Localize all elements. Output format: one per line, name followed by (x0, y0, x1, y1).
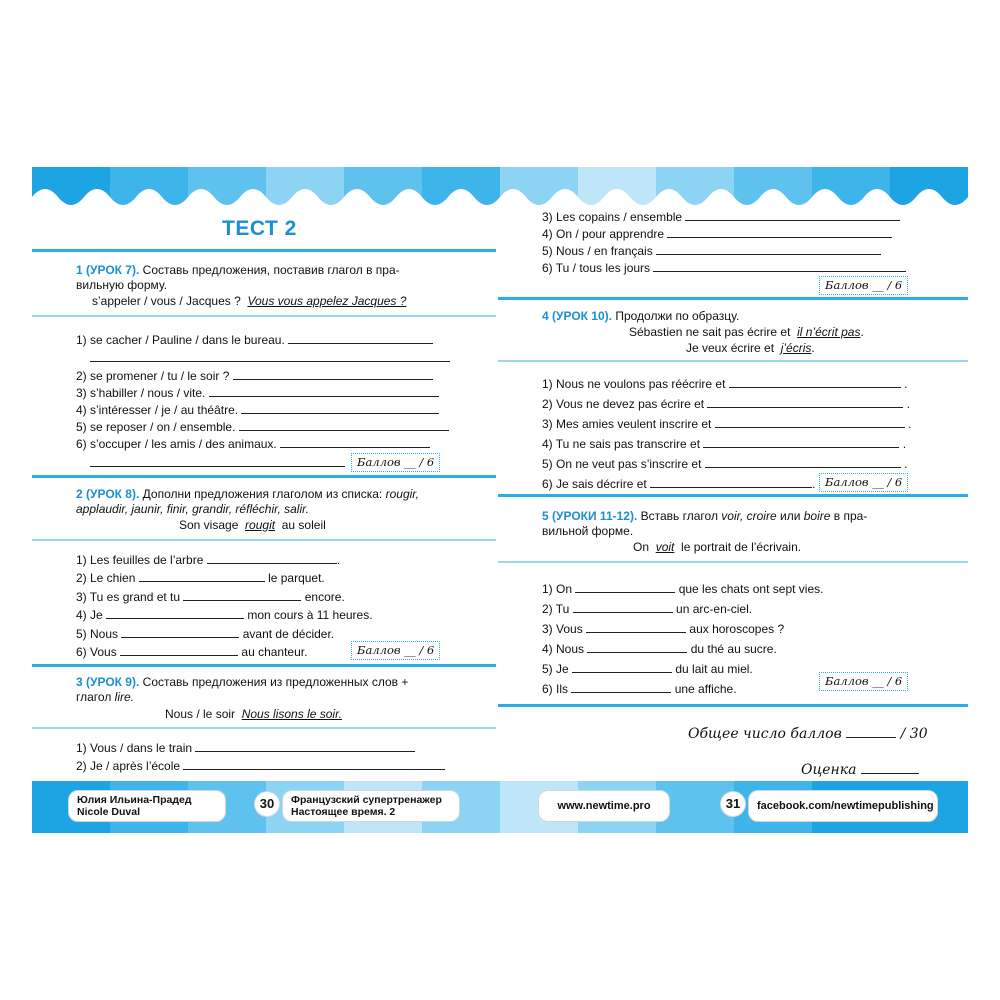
ex1-item-1: 1) se cacher / Pauline / dans le bureau. (76, 331, 433, 348)
ex4-item-1: 1) Nous ne voulons pas réécrire et . (542, 377, 908, 391)
ex5-model: On voit le portrait de l’écrivain. (633, 540, 802, 554)
score-box: Баллов __ / 6 (351, 641, 440, 660)
page-number-right: 31 (720, 791, 746, 817)
total-score: Общее число баллов / 30 (688, 723, 928, 742)
ex1-model: s’appeler / vous / Jacques ? Vous vous appelez Jacques ? (92, 294, 407, 308)
divider (32, 727, 496, 729)
ex4-item-3: 3) Mes amies veulent inscrire et . (542, 417, 912, 431)
score-box: Баллов __ / 6 (351, 453, 440, 472)
answer-blank[interactable] (571, 680, 671, 693)
divider (498, 561, 968, 563)
answer-blank[interactable] (239, 418, 449, 431)
ex4-item-4: 4) Tu ne sais pas transcrire et . (542, 437, 907, 451)
ex1-item-3: 3) s’habiller / nous / vite. (76, 384, 439, 401)
ex2-instruction: 2 (УРОК 8). Дополни предложения глаголом из списка: rougir, (76, 487, 419, 501)
page-title: ТЕСТ 2 (222, 217, 297, 240)
ex2-model: Son visage rougit au soleil (179, 518, 326, 532)
ex5-item-2: 2) Tu un arc-en-ciel. (542, 602, 753, 616)
answer-blank[interactable] (106, 606, 244, 619)
answer-blank[interactable] (288, 331, 433, 344)
ex2-item-6: 6) Vous au chanteur. (76, 645, 308, 659)
divider (32, 475, 496, 478)
answer-blank[interactable] (715, 415, 905, 428)
ex2-item-2: 2) Le chien le parquet. (76, 571, 325, 585)
divider (32, 664, 496, 667)
divider (498, 494, 968, 497)
workbook-spread (32, 167, 968, 833)
ex4-model-2: Je veux écrire et j’écris. (686, 341, 815, 355)
ex3-item-5: 5) Nous / en français (542, 242, 881, 259)
ex3-item-2: 2) Je / après l’école (76, 757, 445, 774)
ex4-item-6: 6) Je sais décrire et . (542, 477, 816, 491)
score-box: Баллов __ / 6 (819, 672, 908, 691)
answer-blank[interactable] (575, 580, 675, 593)
answer-blank[interactable] (233, 367, 433, 380)
ex5-item-1: 1) On que les chats ont sept vies. (542, 582, 824, 596)
book-title: Французский супертренажер Настоящее время. 2 (282, 790, 460, 822)
ex3-item-1: 1) Vous / dans le train (76, 739, 415, 756)
page-number-left: 30 (254, 791, 280, 817)
answer-blank[interactable] (90, 349, 450, 362)
answer-blank[interactable] (90, 454, 345, 467)
answer-blank[interactable] (183, 588, 301, 601)
ex1-item-1-cont (90, 349, 450, 366)
grade-blank[interactable] (861, 759, 919, 774)
ex4-item-2: 2) Vous ne devez pas écrire et . (542, 397, 911, 411)
answer-blank[interactable] (685, 208, 900, 221)
answer-blank[interactable] (183, 757, 445, 770)
facebook-link[interactable]: facebook.com/newtimepublishing (748, 790, 938, 822)
answer-blank[interactable] (120, 643, 238, 656)
divider (498, 360, 968, 362)
answer-blank[interactable] (209, 384, 439, 397)
answer-blank[interactable] (707, 395, 903, 408)
total-blank[interactable] (846, 723, 896, 738)
answer-blank[interactable] (650, 475, 812, 488)
ex3-item-6: 6) Tu / tous les jours (542, 259, 906, 276)
ex2-verb-list: applaudir, jaunir, finir, grandir, réfléchir, salir. (76, 502, 310, 516)
answer-blank[interactable] (572, 660, 672, 673)
answer-blank[interactable] (139, 569, 265, 582)
ex1-item-6: 6) s’occuper / les amis / des animaux. (76, 435, 430, 452)
divider (498, 297, 968, 300)
answer-blank[interactable] (207, 551, 337, 564)
answer-blank[interactable] (280, 435, 430, 448)
answer-blank[interactable] (573, 600, 673, 613)
ex4-item-5: 5) On ne veut pas s’inscrire et . (542, 457, 908, 471)
answer-blank[interactable] (703, 435, 899, 448)
ex3-instruction: 3 (УРОК 9). Составь предложения из предложенных слов + (76, 675, 409, 689)
divider (498, 704, 968, 707)
ex1-item-4: 4) s’intéresser / je / au théâtre. (76, 401, 439, 418)
ex2-item-3: 3) Tu es grand et tu encore. (76, 590, 345, 604)
authors: Юлия Ильина-Прадед Nicole Duval (68, 790, 226, 822)
ex5-item-4: 4) Nous du thé au sucre. (542, 642, 777, 656)
ex4-instruction: 4 (УРОК 10). Продолжи по образцу. (542, 309, 740, 323)
divider (32, 315, 496, 317)
answer-blank[interactable] (586, 620, 686, 633)
answer-blank[interactable] (667, 225, 892, 238)
ex4-model-1: Sébastien ne sait pas écrire et il n’écrit pas. (629, 325, 864, 339)
ex3-instruction-cont: глагол lire. (76, 690, 134, 704)
ex3-item-3: 3) Les copains / ensemble (542, 208, 900, 225)
ex5-item-6: 6) Ils une affiche. (542, 682, 737, 696)
divider (32, 249, 496, 252)
answer-blank[interactable] (195, 739, 415, 752)
ex1-item-5: 5) se reposer / on / ensemble. (76, 418, 449, 435)
answer-blank[interactable] (705, 455, 901, 468)
score-box: Баллов __ / 6 (819, 276, 908, 295)
ex5-item-3: 3) Vous aux horoscopes ? (542, 622, 785, 636)
ex2-item-1: 1) Les feuilles de l’arbre . (76, 553, 341, 567)
ex5-instruction-cont: вильной форме. (542, 524, 634, 538)
ex1-instruction: 1 (УРОК 7). Составь предложения, поставив глагол в пра- (76, 263, 400, 277)
answer-blank[interactable] (656, 242, 881, 255)
ex2-item-5: 5) Nous avant de décider. (76, 627, 335, 641)
ex1-instruction-cont: вильную форму. (76, 278, 168, 292)
ex2-item-4: 4) Je mon cours à 11 heures. (76, 608, 373, 622)
ex1-item-6-cont (90, 454, 345, 471)
score-box: Баллов __ / 6 (819, 473, 908, 492)
ex1-item-2: 2) se promener / tu / le soir ? (76, 367, 433, 384)
answer-blank[interactable] (587, 640, 687, 653)
answer-blank[interactable] (729, 375, 901, 388)
ex3-item-4: 4) On / pour apprendre (542, 225, 892, 242)
answer-blank[interactable] (653, 259, 906, 272)
website-link[interactable]: www.newtime.pro (538, 790, 670, 822)
grade: Оценка (801, 759, 919, 778)
divider (32, 539, 496, 541)
ex5-instruction: 5 (УРОКИ 11-12). Вставь глагол voir, croire или boire в пра- (542, 509, 868, 523)
answer-blank[interactable] (241, 401, 439, 414)
answer-blank[interactable] (121, 625, 239, 638)
footer-band (32, 781, 968, 833)
ex3-model: Nous / le soir Nous lisons le soir. (165, 707, 342, 721)
ex5-item-5: 5) Je du lait au miel. (542, 662, 753, 676)
